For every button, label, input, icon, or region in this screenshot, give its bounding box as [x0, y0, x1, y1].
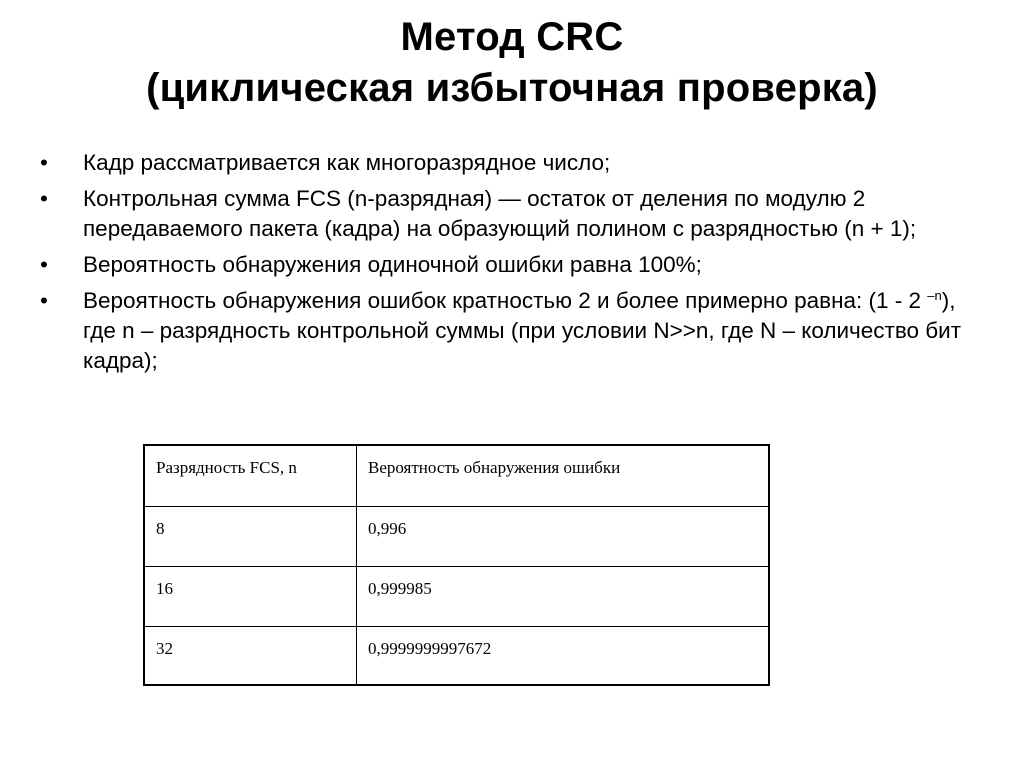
table-cell: 8: [144, 507, 357, 567]
title-line-2: (циклическая избыточная проверка): [146, 66, 878, 110]
bullet-text: Кадр рассматривается как многоразрядное число;: [83, 150, 611, 175]
bullet-item: [40, 286, 990, 376]
probability-table: [143, 444, 770, 686]
bullet-text: Контрольная сумма FCS (n-разрядная) — остаток от деления по модулю 2 передаваемого пакета (кадра) на образующий полином с разрядностью (n + 1);: [83, 186, 917, 241]
bullet-dot: •: [40, 252, 48, 277]
bullet-item: [40, 148, 990, 178]
bullet-dot: •: [40, 186, 48, 211]
table-row: [144, 627, 769, 686]
table-cell: 32: [144, 627, 357, 686]
table-cell: 0,996: [357, 507, 770, 567]
table-header-row: [144, 445, 769, 507]
title-line-1: Метод CRC: [400, 15, 624, 59]
bullet-text-after: ), где n – разрядность контрольной суммы (при условии N>>n, где N – количество бит кадра);: [83, 288, 962, 373]
bullet-list: [40, 148, 990, 382]
bullet-item: [40, 250, 990, 280]
table-cell: 16: [144, 567, 357, 627]
bullet-text: Вероятность обнаружения одиночной ошибки равна 100%;: [83, 252, 702, 277]
bullet-text: [83, 288, 961, 373]
superscript-exponent: –n: [927, 288, 942, 303]
slide-title: [0, 12, 1024, 114]
bullet-dot: •: [40, 150, 48, 175]
bullet-text-before: Вероятность обнаружения ошибок кратностью 2 и более примерно равна: (1 - 2: [83, 288, 928, 313]
bullet-item: [40, 184, 990, 244]
table-cell: 0,999985: [357, 567, 770, 627]
table-cell: 0,9999999997672: [357, 627, 770, 686]
table-header-cell: Разрядность FCS, n: [144, 445, 357, 507]
table-row: [144, 567, 769, 627]
table-row: [144, 507, 769, 567]
bullet-dot: •: [40, 288, 48, 313]
table-header-cell: Вероятность обнаружения ошибки: [357, 445, 770, 507]
